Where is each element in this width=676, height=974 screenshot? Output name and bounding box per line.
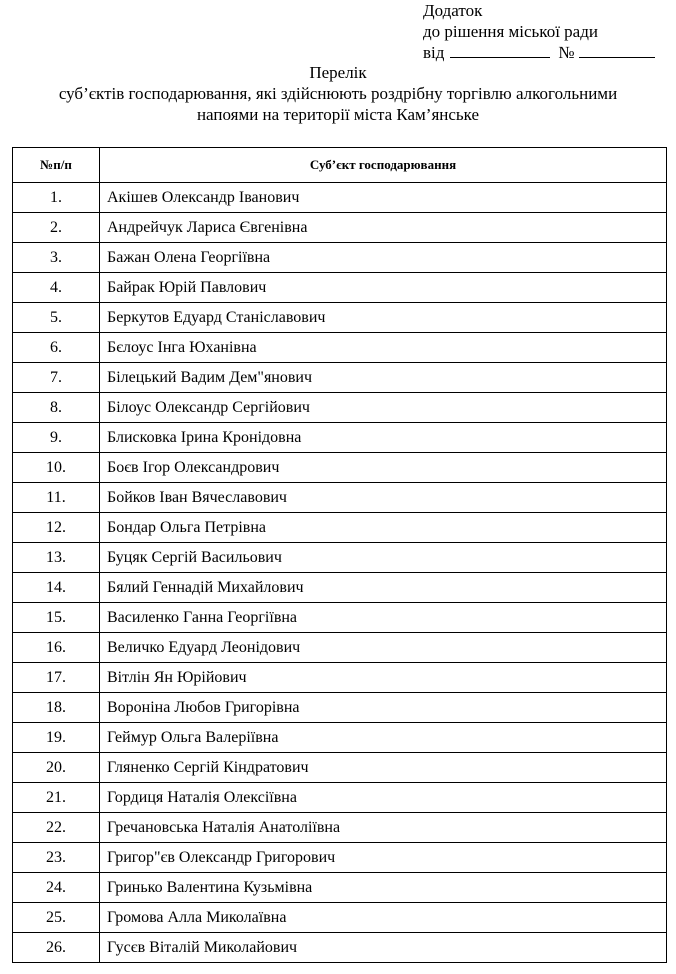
table-row <box>13 813 667 843</box>
row-number: 26. <box>13 933 100 963</box>
row-number: 3. <box>13 243 100 273</box>
table-row <box>13 603 667 633</box>
table-row <box>13 693 667 723</box>
row-number: 25. <box>13 903 100 933</box>
row-entity-name: Гляненко Сергій Кіндратович <box>100 753 667 783</box>
row-entity-name: Григор"єв Олександр Григорович <box>100 843 667 873</box>
row-entity-name: Андрейчук Лариса Євгенівна <box>100 213 667 243</box>
table-row <box>13 483 667 513</box>
table-row <box>13 363 667 393</box>
row-number: 7. <box>13 363 100 393</box>
header-number: №п/п <box>13 148 100 183</box>
table-row <box>13 573 667 603</box>
table-row <box>13 783 667 813</box>
table-row <box>13 723 667 753</box>
appendix-decision-ref: до рішення міської ради <box>423 22 598 41</box>
row-number: 1. <box>13 183 100 213</box>
row-entity-name: Акішев Олександр Іванович <box>100 183 667 213</box>
table-row <box>13 543 667 573</box>
row-entity-name: Бажан Олена Георгіївна <box>100 243 667 273</box>
row-entity-name: Бондар Ольга Петрівна <box>100 513 667 543</box>
table-row <box>13 903 667 933</box>
table-row <box>13 303 667 333</box>
row-entity-name: Бойков Іван Вячеславович <box>100 483 667 513</box>
row-entity-name: Бєлоус Інга Юханівна <box>100 333 667 363</box>
table-row <box>13 753 667 783</box>
appendix-date-number-line <box>423 42 655 63</box>
table-body <box>13 183 667 963</box>
table-header-row <box>13 148 667 183</box>
row-entity-name: Буцяк Сергій Васильович <box>100 543 667 573</box>
row-number: 12. <box>13 513 100 543</box>
row-entity-name: Величко Едуард Леонідович <box>100 633 667 663</box>
appendix-block <box>423 0 655 63</box>
row-entity-name: Бялий Геннадій Михайлович <box>100 573 667 603</box>
row-entity-name: Гордиця Наталія Олексіївна <box>100 783 667 813</box>
date-blank <box>450 42 550 58</box>
title-line-3: напоями на території міста Кам’янське <box>196 105 480 124</box>
row-entity-name: Василенко Ганна Георгіївна <box>100 603 667 633</box>
date-prefix: від <box>423 43 445 62</box>
entities-table <box>12 147 667 963</box>
row-entity-name: Геймур Ольга Валеріївна <box>100 723 667 753</box>
row-number: 9. <box>13 423 100 453</box>
row-number: 15. <box>13 603 100 633</box>
row-entity-name: Гринько Валентина Кузьмівна <box>100 873 667 903</box>
table-row <box>13 243 667 273</box>
row-number: 8. <box>13 393 100 423</box>
row-entity-name: Вороніна Любов Григорівна <box>100 693 667 723</box>
table-row <box>13 663 667 693</box>
table-row <box>13 873 667 903</box>
table-row <box>13 333 667 363</box>
number-blank <box>579 42 655 58</box>
row-number: 17. <box>13 663 100 693</box>
row-number: 2. <box>13 213 100 243</box>
table-row <box>13 633 667 663</box>
table-row <box>13 393 667 423</box>
document-title <box>0 62 676 125</box>
table-row <box>13 843 667 873</box>
number-sign: № <box>558 43 575 62</box>
row-number: 4. <box>13 273 100 303</box>
title-line-2: суб’єктів господарювання, які здійснюють роздрібну торгівлю алкогольними <box>58 84 618 103</box>
row-number: 20. <box>13 753 100 783</box>
row-number: 19. <box>13 723 100 753</box>
row-entity-name: Блисковка Ірина Кронідовна <box>100 423 667 453</box>
appendix-title: Додаток <box>423 1 483 20</box>
row-number: 13. <box>13 543 100 573</box>
row-number: 11. <box>13 483 100 513</box>
row-entity-name: Громова Алла Миколаївна <box>100 903 667 933</box>
row-entity-name: Боєв Ігор Олександрович <box>100 453 667 483</box>
row-number: 23. <box>13 843 100 873</box>
row-entity-name: Білецький Вадим Дем"янович <box>100 363 667 393</box>
table-row <box>13 933 667 963</box>
table-row <box>13 213 667 243</box>
row-number: 22. <box>13 813 100 843</box>
row-number: 14. <box>13 573 100 603</box>
row-entity-name: Байрак Юрій Павлович <box>100 273 667 303</box>
table-row <box>13 273 667 303</box>
row-number: 16. <box>13 633 100 663</box>
row-number: 24. <box>13 873 100 903</box>
row-entity-name: Беркутов Едуард Станіславович <box>100 303 667 333</box>
table-row <box>13 423 667 453</box>
header-entity: Суб’єкт господарювання <box>100 148 667 183</box>
row-number: 10. <box>13 453 100 483</box>
row-number: 5. <box>13 303 100 333</box>
row-entity-name: Гречановська Наталія Анатоліївна <box>100 813 667 843</box>
table-row <box>13 453 667 483</box>
row-entity-name: Вітлін Ян Юрійович <box>100 663 667 693</box>
title-line-1: Перелік <box>309 63 367 82</box>
row-number: 21. <box>13 783 100 813</box>
row-entity-name: Білоус Олександр Сергійович <box>100 393 667 423</box>
row-entity-name: Гусєв Віталій Миколайович <box>100 933 667 963</box>
row-number: 6. <box>13 333 100 363</box>
table-row <box>13 513 667 543</box>
table-row <box>13 183 667 213</box>
row-number: 18. <box>13 693 100 723</box>
